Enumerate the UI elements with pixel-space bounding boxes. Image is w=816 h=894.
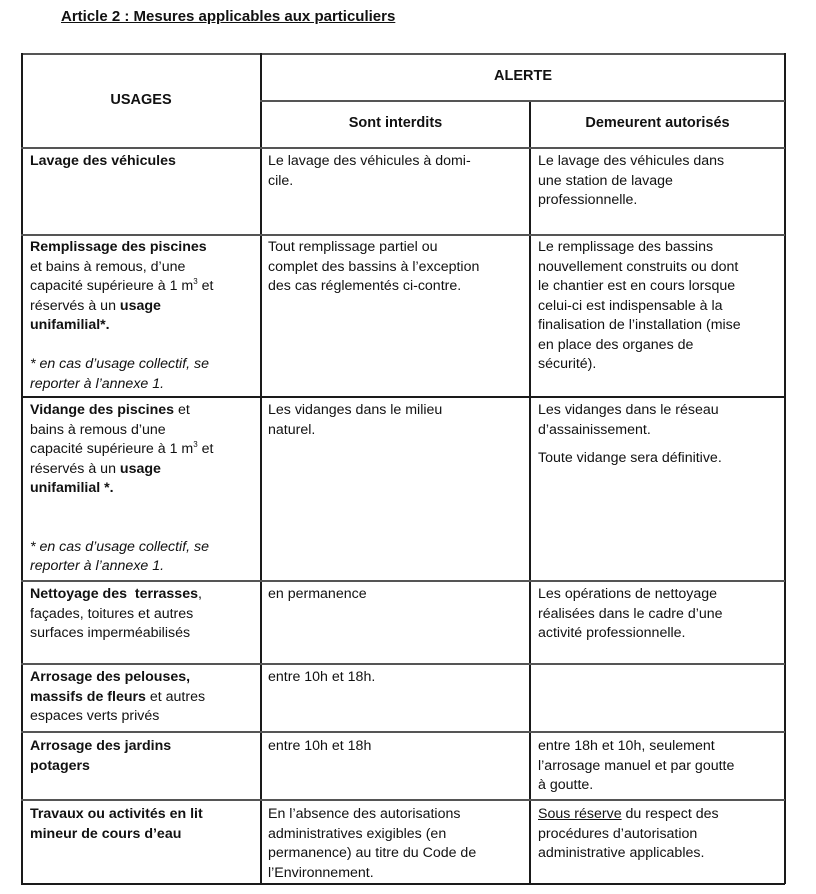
text-line: entre 18h et 10h, seulement bbox=[538, 738, 715, 754]
autorises-cell bbox=[538, 737, 783, 796]
interdits-cell bbox=[268, 805, 528, 883]
text-line: et bbox=[197, 441, 214, 457]
text-line: administratives exigibles (en bbox=[268, 825, 447, 842]
usage-emphasis: unifamilial*. bbox=[30, 317, 110, 333]
usage-cell bbox=[30, 238, 258, 394]
column-divider-1 bbox=[260, 53, 262, 884]
table-border-bottom bbox=[21, 883, 785, 885]
text-line: complet des bassins à l’exception bbox=[268, 258, 480, 275]
text-line: Les opérations de nettoyage bbox=[538, 586, 718, 602]
autorises-cell bbox=[538, 401, 783, 469]
text-line: bains à remous d’une bbox=[30, 421, 166, 438]
text-line: en place des organes de bbox=[538, 336, 694, 353]
row-divider bbox=[21, 580, 785, 582]
usage-title: massifs de fleurs bbox=[30, 688, 146, 705]
usage-cell bbox=[30, 668, 258, 727]
usage-title: Travaux ou activités en lit bbox=[30, 806, 203, 822]
column-divider-2 bbox=[529, 100, 531, 884]
text-line: celui-ci est indispensable à la bbox=[538, 297, 723, 314]
usage-emphasis: unifamilial *. bbox=[30, 480, 114, 496]
usage-cell bbox=[30, 585, 258, 644]
text-line: entre 10h et 18h. bbox=[268, 669, 376, 685]
text-line: Toute vidange sera définitive. bbox=[538, 450, 722, 466]
text-line: naturel. bbox=[268, 421, 316, 438]
usage-title: Lavage des véhicules bbox=[30, 153, 176, 169]
text-line: l’arrosage manuel et par goutte bbox=[538, 757, 735, 774]
interdits-cell bbox=[268, 238, 528, 297]
interdits-cell bbox=[268, 668, 528, 688]
row-divider bbox=[21, 663, 785, 665]
usage-title: Vidange des piscines bbox=[30, 402, 175, 418]
interdits-cell bbox=[268, 152, 528, 191]
header-subdivider bbox=[260, 100, 785, 102]
usage-cell bbox=[30, 401, 258, 577]
text-line: professionnelle. bbox=[538, 192, 638, 208]
table-border-top bbox=[21, 53, 785, 55]
text-line: Les vidanges dans le milieu bbox=[268, 402, 443, 418]
text-line: le chantier est en cours lorsque bbox=[538, 278, 736, 294]
text-line: et autres bbox=[145, 688, 206, 705]
row-divider bbox=[21, 396, 785, 398]
text-line: Le lavage des véhicules dans bbox=[538, 153, 725, 169]
row-divider bbox=[21, 234, 785, 236]
text-line: En l’absence des autorisations bbox=[268, 806, 461, 822]
usage-title: mineur de cours d’eau bbox=[30, 825, 182, 842]
text-line: l’Environnement. bbox=[268, 864, 374, 881]
usage-cell bbox=[30, 152, 258, 172]
footnote: reporter à l’annexe 1. bbox=[30, 375, 165, 392]
usage-title: Arrosage des pelouses, bbox=[30, 669, 191, 685]
underlined-text: Sous réserve bbox=[538, 806, 622, 822]
text-line: finalisation de l’installation (mise bbox=[538, 317, 741, 333]
interdits-cell bbox=[268, 401, 528, 440]
text-line: et bains à remous, d’une bbox=[30, 258, 186, 275]
usage-cell bbox=[30, 805, 258, 844]
text-line: une station de lavage bbox=[538, 172, 673, 189]
usage-emphasis: usage bbox=[119, 460, 161, 477]
measures-table bbox=[21, 53, 785, 884]
footnote: reporter à l’annexe 1. bbox=[30, 558, 165, 574]
text-line: , bbox=[197, 586, 202, 602]
table-border-left bbox=[21, 53, 23, 884]
row-divider bbox=[21, 731, 785, 733]
text-line: du respect des bbox=[621, 806, 719, 822]
text-line: activité professionnelle. bbox=[538, 625, 686, 641]
text-line: réservés à un bbox=[30, 297, 120, 314]
superscript: 3 bbox=[193, 277, 198, 286]
article-title: Article 2 : Mesures applicables aux particuliers bbox=[61, 8, 396, 25]
text-line: en permanence bbox=[268, 586, 367, 602]
text-line: sécurité). bbox=[538, 356, 597, 372]
text-line: et bbox=[197, 278, 214, 294]
text-line: Le remplissage des bassins bbox=[538, 239, 714, 255]
usage-title: Remplissage des piscines bbox=[30, 239, 207, 255]
text-line: et bbox=[174, 402, 190, 418]
usage-title: potagers bbox=[30, 757, 90, 774]
text-line: surfaces imperméabilisés bbox=[30, 625, 191, 641]
text-line: capacité supérieure à 1 m bbox=[30, 278, 194, 294]
row-divider bbox=[21, 147, 785, 149]
text-line: réservés à un bbox=[30, 460, 120, 477]
row-divider bbox=[21, 799, 785, 801]
superscript: 3 bbox=[193, 440, 198, 449]
autorises-cell bbox=[538, 152, 783, 211]
text-line: procédures d’autorisation bbox=[538, 825, 698, 842]
interdits-cell bbox=[268, 585, 528, 605]
footnote: * en cas d’usage collectif, se bbox=[30, 538, 210, 555]
interdits-cell bbox=[268, 737, 528, 757]
text-line: des cas réglementés ci-contre. bbox=[268, 278, 462, 294]
autorises-cell bbox=[538, 585, 783, 644]
text-line: permanence) au titre du Code de bbox=[268, 845, 477, 861]
text-line: à goutte. bbox=[538, 777, 594, 793]
usage-cell bbox=[30, 737, 258, 776]
text-line: espaces verts privés bbox=[30, 708, 160, 724]
text-line: d’assainissement. bbox=[538, 421, 651, 438]
header-sont-interdits: Sont interdits bbox=[348, 115, 443, 131]
text-line: administrative applicables. bbox=[538, 845, 705, 861]
autorises-cell bbox=[538, 238, 783, 375]
usage-emphasis: usage bbox=[119, 297, 161, 314]
autorises-cell bbox=[538, 805, 783, 864]
header-demeurent-autorises: Demeurent autorisés bbox=[585, 115, 730, 131]
text-line: Les vidanges dans le réseau bbox=[538, 402, 719, 418]
text-line: capacité supérieure à 1 m bbox=[30, 441, 194, 457]
text-line: nouvellement construits ou dont bbox=[538, 258, 739, 275]
text-line: façades, toitures et autres bbox=[30, 605, 194, 622]
header-usages: USAGES bbox=[110, 92, 172, 108]
text-line: Le lavage des véhicules à domi- bbox=[268, 153, 471, 169]
header-alerte: ALERTE bbox=[494, 68, 552, 84]
text-line: Tout remplissage partiel ou bbox=[268, 239, 438, 255]
text-line: entre 10h et 18h bbox=[268, 738, 372, 754]
usage-title: Nettoyage des terrasses bbox=[30, 586, 198, 602]
usage-title: Arrosage des jardins bbox=[30, 738, 172, 754]
footnote: * en cas d’usage collectif, se bbox=[30, 356, 210, 372]
table-border-right bbox=[784, 53, 786, 884]
text-line: réalisées dans le cadre d’une bbox=[538, 605, 723, 622]
text-line: cile. bbox=[268, 172, 294, 189]
